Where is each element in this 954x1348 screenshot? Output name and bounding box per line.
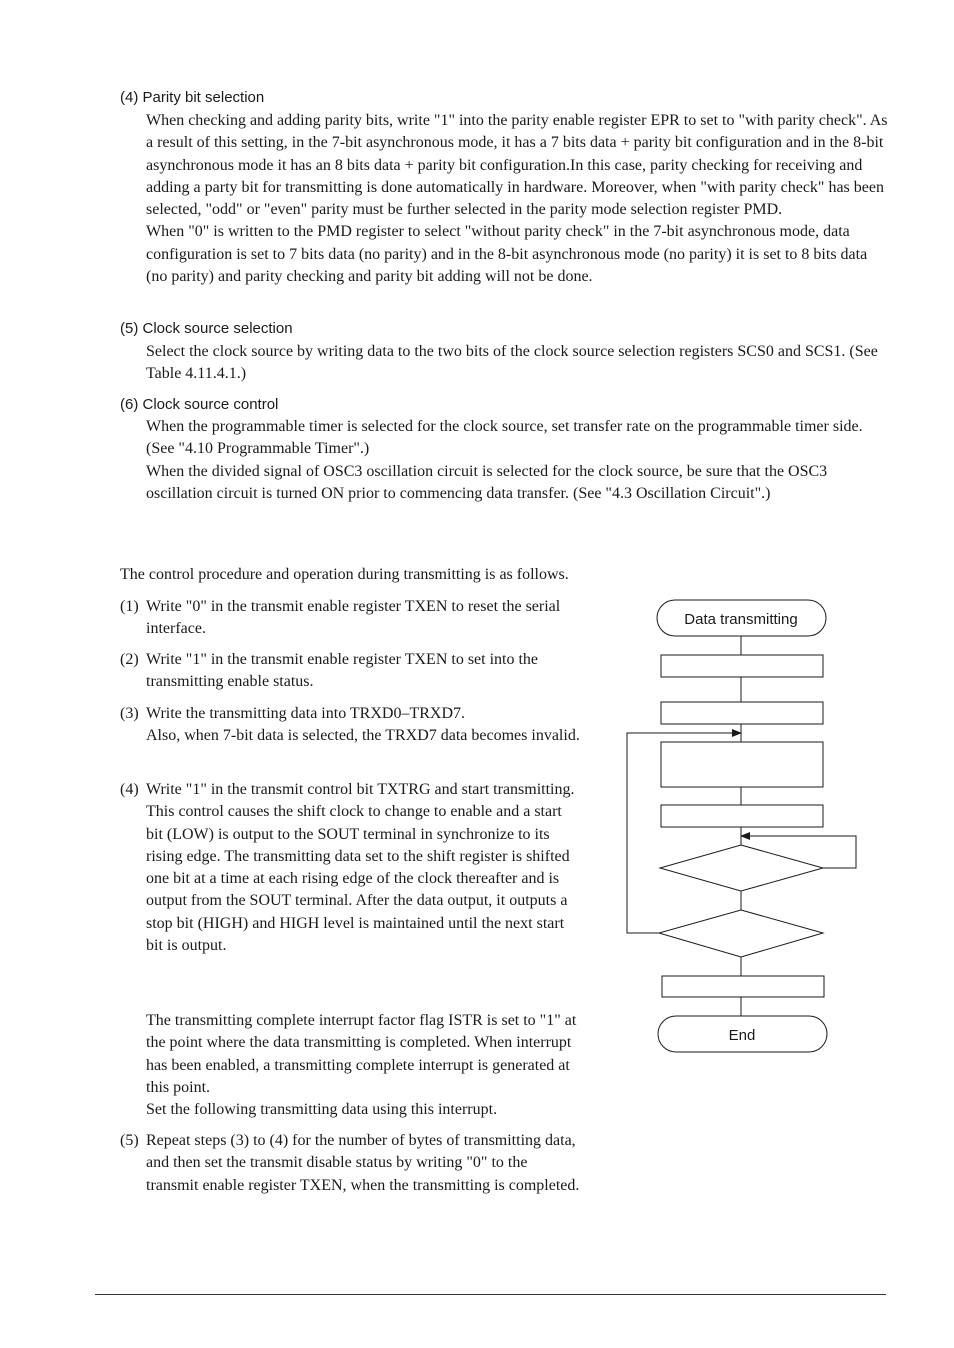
paragraph: The transmitting complete interrupt factor flag ISTR is set to "1" at the point where the data transmitting is completed. When interrupt has been enabled, a transmitting complete interrupt is generated at this point.: [146, 1012, 577, 1096]
flowchart-process-box: [661, 702, 823, 724]
paragraph: Write "1" in the transmit control bit TXTRG and start transmitting.: [146, 781, 575, 798]
transmit-intro: The control procedure and operation during transmitting is as follows.: [120, 566, 569, 583]
section-title-parity: (4) Parity bit selection: [120, 89, 265, 106]
section-title-clock-source-selection: (5) Clock source selection: [120, 320, 293, 337]
paragraph: This control causes the shift clock to change to enable and a start bit (LOW) is output to the SOUT terminal in synchronize to its rising edge. The transmitting data set to the shift register is shifted one bit at a time at each rising edge of the clock thereafter and is output from the SOUT terminal. After the data output, it outputs a stop bit (HIGH) and HIGH level is maintained until the next start bit is output.: [146, 803, 570, 955]
paragraph: Write "0" in the transmit enable register TXEN to reset the serial interface.: [146, 598, 561, 638]
paragraph: Write the transmitting data into TRXD0–TRXD7.: [146, 705, 466, 722]
flowchart-process-box: [662, 976, 824, 997]
paragraph: Select the clock source by writing data to the two bits of the clock source selection registers SCS0 and SCS1. (See Table 4.11.4.1.): [146, 343, 878, 383]
step-number: (2): [120, 651, 139, 668]
step-number: (4): [120, 781, 139, 798]
flowchart-decision: [659, 910, 823, 957]
paragraph: Also, when 7-bit data is selected, the TRXD7 data becomes invalid.: [146, 727, 580, 745]
flowchart-process-box: [661, 655, 823, 677]
paragraph: When "0" is written to the PMD register to select "without parity check" in the 7-bit asynchronous mode, data configuration is set to 7 bits data (no parity) and in the 8-bit asynchronous mode (no parity) it is set to 8 bits data (no parity) and parity checking and parity bit adding will not be done.: [146, 223, 868, 286]
flowchart-loop-line: [627, 733, 741, 933]
paragraph: Repeat steps (3) to (4) for the number of bytes of transmitting data, and then set the transmit disable status by writing "0" to the transmit enable register TXEN, when the transmitting is completed.: [146, 1132, 580, 1194]
paragraph: When the programmable timer is selected for the clock source, set transfer rate on the programmable timer side. (See "4.10 Programmable Timer".): [146, 418, 863, 458]
paragraph: Write "1" in the transmit enable register TXEN to set into the transmitting enable status.: [146, 651, 539, 691]
step-number: (1): [120, 598, 139, 615]
paragraph: Set the following transmitting data using this interrupt.: [146, 1101, 498, 1119]
flowchart-decision: [660, 845, 823, 891]
step-number: (5): [120, 1132, 139, 1149]
section-title-clock-source-control: (6) Clock source control: [120, 396, 279, 413]
paragraph: When the divided signal of OSC3 oscillation circuit is selected for the clock source, be sure that the OSC3 oscillation circuit is turned ON prior to commencing data transfer. (See "4.3 Oscillation Circuit".): [146, 462, 828, 502]
flowchart-process-box: [661, 742, 823, 787]
flowchart-process-box: [661, 805, 823, 827]
flowchart-loop-line: [741, 836, 856, 868]
footer-rule: [95, 1294, 886, 1295]
flowchart-end-label: End: [728, 1027, 756, 1044]
step-number: (3): [120, 705, 139, 722]
paragraph: When checking and adding parity bits, write "1" into the parity enable register EPR to set to "with parity check". As a result of this setting, in the 7-bit asynchronous mode, it has a 7 bits data + parity bit configuration and in the 8-bit asynchronous mode it has an 8 bits data + parity bit configuration.In this case, parity checking for receiving and adding a party bit for transmitting is done automatically in hardware. Moreover, when "with parity check" has been selected, "odd" or "even" parity must be further selected in the parity mode selection register PMD.: [146, 112, 888, 219]
flowchart-start-label: Data transmitting: [684, 611, 798, 628]
